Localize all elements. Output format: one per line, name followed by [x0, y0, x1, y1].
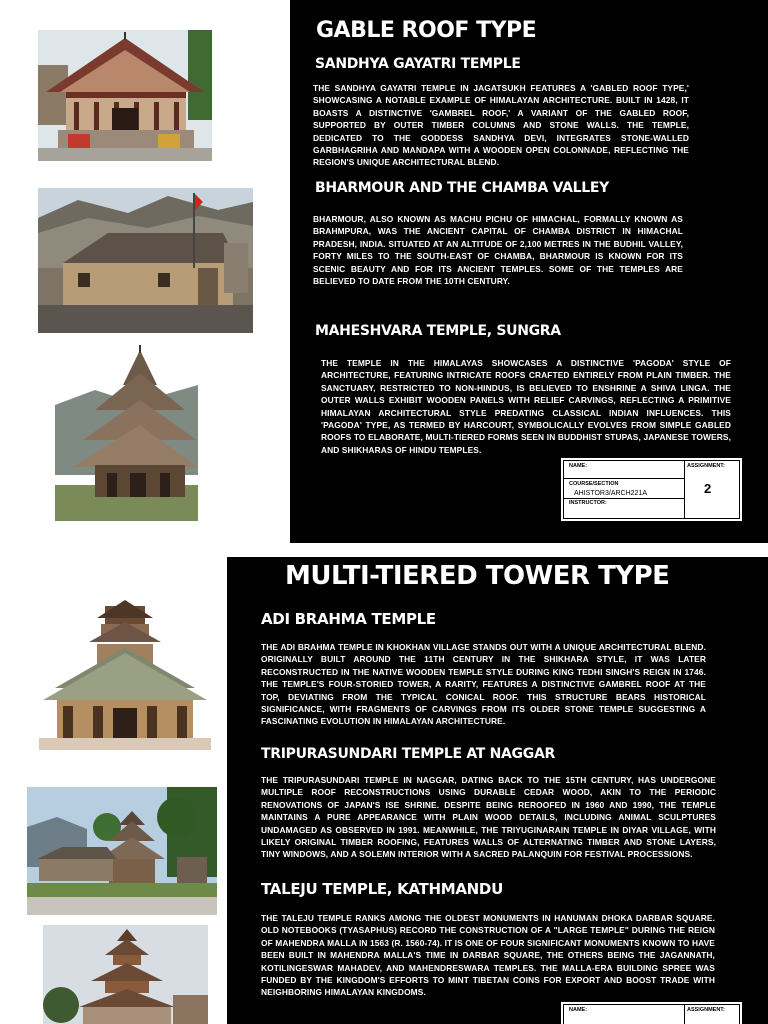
multi-tiered-panel	[227, 557, 768, 1024]
assignment-info-box	[563, 460, 740, 519]
divider	[564, 498, 684, 499]
gable-roof-panel	[290, 0, 768, 543]
course-value: AHISTOR3/ARCH221A	[574, 490, 648, 497]
heading-sandhya-gayatri: SANDHYA GAYATRI TEMPLE	[315, 56, 521, 72]
heading-taleju: TALEJU TEMPLE, KATHMANDU	[261, 880, 503, 898]
heading-bharmour: BHARMOUR AND THE CHAMBA VALLEY	[315, 180, 610, 196]
heading-adi-brahma: ADI BRAHMA TEMPLE	[261, 610, 436, 628]
course-label: COURSE/SECTION	[569, 481, 619, 487]
name-label: NAME:	[569, 463, 588, 469]
assignment-info-box-2	[563, 1004, 740, 1024]
text-tripurasundari: THE TRIPURASUNDARI TEMPLE IN NAGGAR, DATING BACK TO THE 15TH CENTURY, HAS UNDERGONE MULTIPLE ROOF RECONSTRUCTIONS USING DURABLE CEDAR WOOD, AKIN TO THE PERIODIC RENOVATIONS OF JAPAN'S ISE SHRINE. DESPITE BEING REROOFED IN 1960 AND 1990, THE TEMPLE MAINTAINS A PURE APPEARANCE WITH PLAIN WOOD DETAILS, INCLUDING ANIMAL SCULPTURES UNDAMAGED AS OBSERVED IN 1991. MEANWHILE, THE TRIYUGINARAIN TEMPLE IN DIYAR VILLAGE, WITH LIKELY ORIGINAL TIMBER ROOFING, FEATURES WALLS OF ALTERNATING TIMBER AND STONE LAYERS, TINY WINDOWS, AND A SOLEMN INTERIOR WITH A SACRED PALANQUIN FOR FESTIVAL PROCESSIONS.	[261, 775, 716, 860]
divider	[564, 478, 684, 479]
section-title-gable-roof: GABLE ROOF TYPE	[316, 18, 537, 43]
maheshvara-temple-photo	[55, 345, 198, 521]
divider	[684, 461, 685, 518]
sandhya-gayatri-temple-photo	[38, 30, 212, 161]
bharmour-temple-photo	[38, 188, 253, 333]
assignment-number: 2	[704, 481, 712, 496]
text-maheshvara: THE TEMPLE IN THE HIMALAYAS SHOWCASES A DISTINCTIVE 'PAGODA' STYLE OF ARCHITECTURE, FEATURING INTRICATE ROOFS CRAFTED ENTIRELY FROM PLAIN TIMBER. THE SANCTUARY, RESTRICTED TO NON-HINDUS, IS BELIEVED TO ENSHRINE A SHIVA LINGA. THE OUTER WALLS EXHIBIT WOODEN PANELS WITH RELIEF CARVINGS, REFLECTING A PRIMITIVE HIMALAYAN ARCHITECTURAL STYLE PREDATING CLASSICAL INDIAN INFLUENCES. THIS 'PAGODA' TYPE, AS TERMED BY HARCOURT, SYMBOLICALLY EVOLVES FROM SIMPLE GABLED ROOFS TO ELABORATE, MULTI-TIERED FORMS SEEN IN BUDDHIST STUPAS, JAPANESE TOWERS, AND SHIKHARAS OF HINDU TEMPLES.	[321, 358, 731, 455]
text-sandhya-gayatri: THE SANDHYA GAYATRI TEMPLE IN JAGATSUKH FEATURES A 'GABLED ROOF TYPE,' SHOWCASING A NOTABLE EXAMPLE OF HIMALAYAN ARCHITECTURE. BUILT IN 1428, IT BOASTS A DISTINCTIVE 'GAMBREL ROOF,' A VARIANT OF THE GABLED ROOF, SUPPORTED BY OUTER TIMBER COLUMNS AND STONE WALLS. THE TEMPLE, DEDICATED TO THE GODDESS SANDHYA DEVI, INTEGRATES STONE-WALLED GARBHAGRIHA AND MANDAPA WITH A WOODEN OPEN COLONNADE, REFLECTING THE REGION'S UNIQUE ARCHITECTURAL BLEND.	[313, 83, 689, 168]
heading-maheshvara: MAHESHVARA TEMPLE, SUNGRA	[315, 323, 561, 339]
divider	[684, 1005, 685, 1024]
heading-tripurasundari: TRIPURASUNDARI TEMPLE AT NAGGAR	[261, 746, 555, 762]
assignment-label: ASSIGNMENT:	[687, 1007, 725, 1013]
text-adi-brahma: THE ADI BRAHMA TEMPLE IN KHOKHAN VILLAGE STANDS OUT WITH A UNIQUE ARCHITECTURAL BLEND. ORIGINALLY BUILT AROUND THE 11TH CENTURY IN THE SHIKHARA STYLE, IT WAS LATER RECONSTRUCTED IN THE NATIVE WOODEN TEMPLE STYLE DURING KING TEDHI SINGH'S REIGN IN 1746. THE TEMPLE'S FOUR-STORIED TOWER, A RARITY, FEATURES A DISTINCTIVE GAMBREL ROOF AT THE TOP, DEVIATING FROM THE TYPICAL CONICAL ROOF. THIS STRUCTURE BEARS HISTORICAL SIGNIFICANCE, WITH FRAGMENTS OF CARVINGS FROM ITS OLDER STONE TEMPLE SUGGESTING A FASCINATING EVOLUTION IN HIMALAYAN ARCHITECTURE.	[261, 642, 706, 727]
adi-brahma-temple-photo	[35, 598, 215, 755]
name-label: NAME:	[569, 1007, 588, 1013]
tripurasundari-temple-photo	[27, 787, 217, 915]
taleju-temple-photo	[43, 925, 208, 1024]
section-title-multi-tiered: MULTI-TIERED TOWER TYPE	[285, 561, 670, 591]
text-bharmour: BHARMOUR, ALSO KNOWN AS MACHU PICHU OF HIMACHAL, FORMALLY KNOWN AS BRAHMPURA, WAS THE ANCIENT CAPITAL OF CHAMBA DISTRICT IN HIMACHAL PRADESH, INDIA. SITUATED AT AN ALTITUDE OF 2,100 METRES IN THE BUDHIL VALLEY, FORTY MILES TO THE SOUTH-EAST OF CHAMBA, BHARMOUR IS KNOWN FOR ITS SCENIC BEAUTY AND FOR ITS ANCIENT TEMPLES. SOME OF THE TEMPLES ARE BELIEVED TO DATE FROM THE 10TH CENTURY.	[313, 214, 683, 287]
text-taleju: THE TALEJU TEMPLE RANKS AMONG THE OLDEST MONUMENTS IN HANUMAN DHOKA DARBAR SQUARE. OLD NOTEBOOKS (TYASAPHUS) RECORD THE CONSTRUCTION OF A "LARGE TEMPLE" DURING THE REIGN OF MAHENDRA MALLA IN 1563 (R. 1560-74). IT IS ONE OF FOUR SIGNIFICANT MONUMENTS KNOWN TO HAVE BEEN BUILT IN MAHENDRA MALLA'S TIME IN DARBAR SQUARE, THE OTHERS BEING THE JAGANNATH, KOTILINGESWAR MAHADEV, AND MAHENDRESWARA TEMPLES. THE MALLA-ERA BUILDING SPREE WAS FUNDED BY THE KINGDOM'S EFFORTS TO MINT TIBETAN COINS FOR EXPORT AND BOOST TRADE WITH NEIGHBORING HIMALAYAN KINGDOMS.	[261, 913, 715, 998]
instructor-label: INSTRUCTOR:	[569, 500, 607, 506]
assignment-label: ASSIGNMENT:	[687, 463, 725, 469]
